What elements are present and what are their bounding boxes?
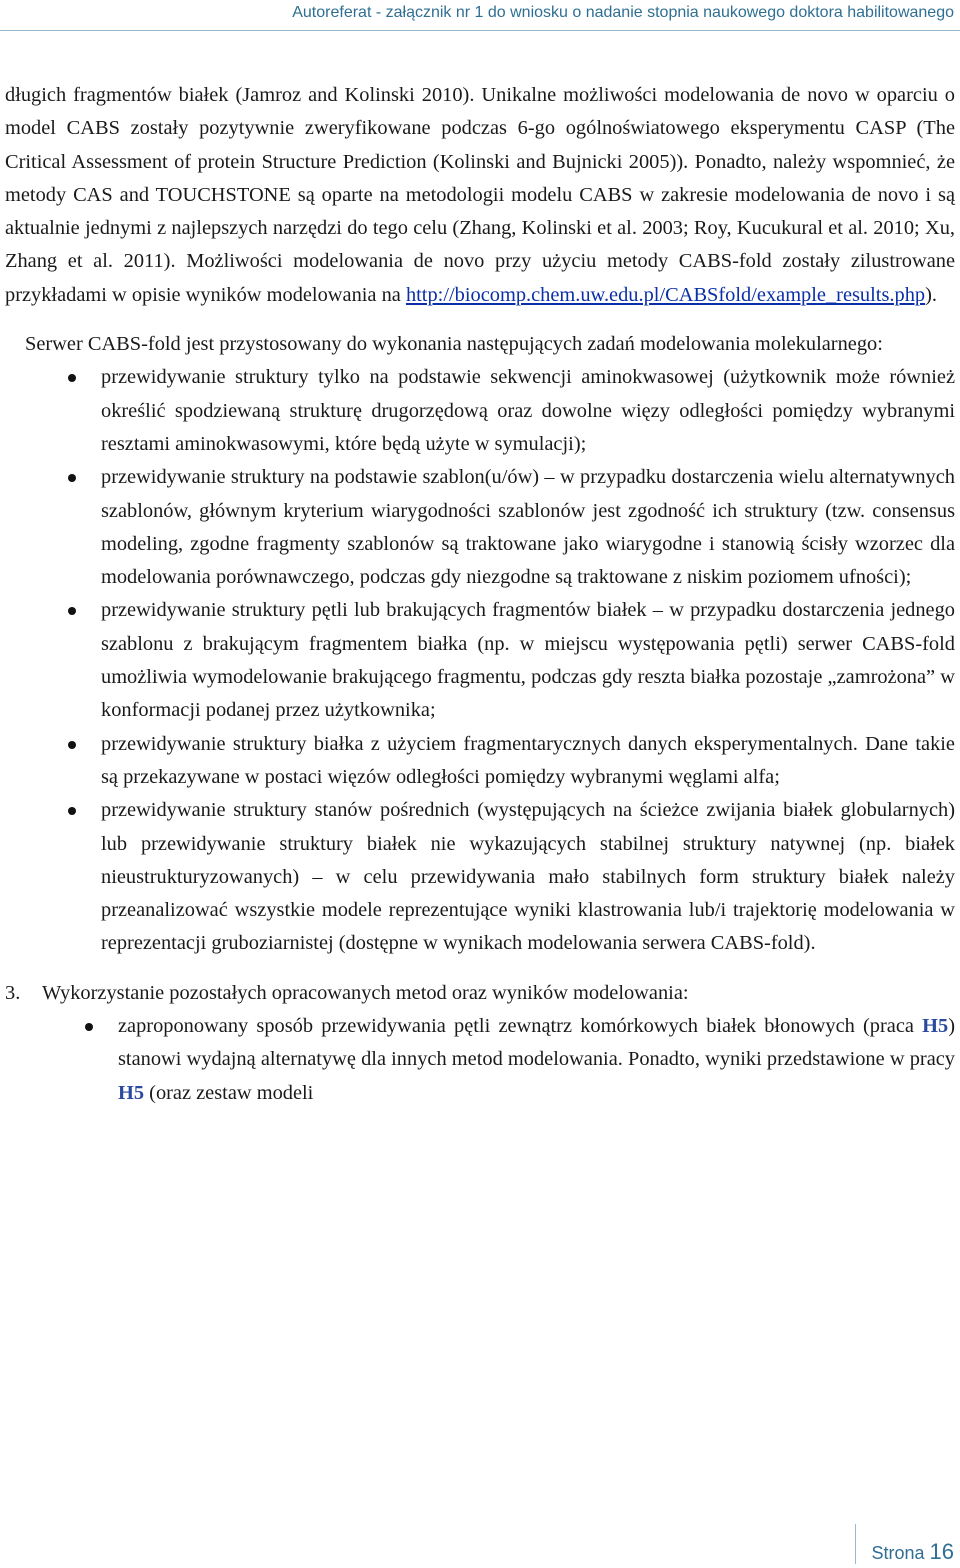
section-3 <box>5 977 955 1110</box>
paragraph-intro-text: długich fragmentów białek (Jamroz and Kolinski 2010). Unikalne możliwości modelowania de novo w oparciu o model CABS zostały pozytywnie zweryfikowane podczas 6-go ogólnoświatowego eksperymentu CASP (The Critical Assessment of protein Structure Prediction (Kolinski and Bujnicki 2005)). Ponadto, należy wspomnieć, że metody CAS and TOUCHSTONE są oparte na metodologii modelu CABS w zakresie modelowania de novo i są aktualnie jednymi z najlepszych narzędzi do tego celu (Zhang, Kolinski et al. 2003; Roy, Kucukural et al. 2010; Xu, Zhang et al. 2011). Możliwości modelowania de novo przy użyciu metody CABS-fold zostały zilustrowane przykładami w opisie wyników modelowania na <box>5 84 955 306</box>
page-footer <box>871 1538 954 1567</box>
paragraph-intro-end: ). <box>925 283 937 306</box>
header-divider <box>0 30 960 31</box>
section-3-list <box>5 1010 955 1110</box>
list-item-text: przewidywanie struktury tylko na podstawie sekwencji aminokwasowej (użytkownik może również określić spodziewaną strukturę drugorzędową oraz dowolne więzy odległości pomiędzy wybranymi resztami aminokwasowymi, które będą użyte w symulacji); <box>101 366 955 455</box>
header-title: Autoreferat - załącznik nr 1 do wniosku o nadanie stopnia naukowego doktora habilitowanego <box>292 4 954 21</box>
list-item <box>5 794 955 960</box>
bullet-icon <box>68 607 76 615</box>
item-text-part-2: ) stanowi wydajną alternatywę dla innych metod modelowania. Ponadto, wyniki przedstawione w pracy <box>118 1015 955 1071</box>
document-body <box>5 79 955 1110</box>
list-item-text: przewidywanie struktury stanów pośrednich (występujących na ścieżce zwijania białek globularnych) lub przewidywanie struktury białek nie wykazujących stabilnej struktury natywnej (np. białek nieustrukturyzowanych) – w celu przewidywania mało stabilnych form struktury białek należy przeanalizować wszystkie modele reprezentujące wyniki klastrowania lub/i trajektorię modelowania w reprezentacji gruboziarnistej (dostępne w wynikach modelowania serwera CABS-fold). <box>101 799 955 955</box>
paper-ref-h5: H5 <box>922 1015 949 1038</box>
bullet-icon <box>85 1023 93 1031</box>
section-heading <box>5 977 955 1010</box>
paragraph-server-tasks <box>5 328 955 361</box>
item-text-part-3: (oraz zestaw modeli <box>144 1081 314 1104</box>
item-text-part-1: zaproponowany sposób przewidywania pętli zewnątrz komórkowych białek błonowych (praca <box>118 1015 923 1038</box>
paragraph-intro <box>5 79 955 312</box>
bullet-icon <box>68 741 76 749</box>
list-item <box>5 594 955 727</box>
paragraph-server-tasks-text: Serwer CABS-fold jest przystosowany do wykonania następujących zadań modelowania molekularnego: <box>25 333 883 356</box>
task-list <box>5 361 955 960</box>
running-header <box>0 0 960 30</box>
bullet-icon <box>68 807 76 815</box>
bullet-icon <box>68 474 76 482</box>
list-item-text: przewidywanie struktury pętli lub brakujących fragmentów białek – w przypadku dostarczenia jednego szablonu z brakującym fragmentem białka (np. w miejscu występowania pętli) serwer CABS-fold umożliwia wymodelowanie brakującego fragmentu, podczas gdy reszta białka pozostaje „zamrożona” w konformacji podanej przez użytkownika; <box>101 599 955 722</box>
list-item <box>5 728 955 795</box>
example-results-link[interactable]: http://biocomp.chem.uw.edu.pl/CABSfold/example_results.php <box>405 283 926 306</box>
bullet-icon <box>68 374 76 382</box>
list-item <box>5 1010 955 1110</box>
section-title: Wykorzystanie pozostałych opracowanych metod oraz wyników modelowania: <box>42 981 689 1004</box>
list-item-text: przewidywanie struktury białka z użyciem fragmentarycznych danych eksperymentalnych. Dane takie są przekazywane w postaci więzów odległości pomiędzy wybranymi węglami alfa; <box>101 732 955 788</box>
list-item-text: przewidywanie struktury na podstawie szablon(u/ów) – w przypadku dostarczenia wielu alternatywnych szablonów, głównym kryterium wiarygodności szablonów jest zgodność ich struktury (tzw. consensus modeling, zgodne fragmenty szablonów są traktowane jako wiarygodne i stanowią ścisły wzorzec dla modelowania porównawczego, podczas gdy niezgodne są traktowane z niskim poziomem ufności); <box>101 466 955 589</box>
footer-divider <box>855 1524 856 1564</box>
list-item <box>5 361 955 461</box>
paper-ref-h5: H5 <box>118 1081 145 1104</box>
footer-label: Strona <box>871 1543 925 1563</box>
list-item <box>5 461 955 594</box>
section-number: 3. <box>5 981 21 1004</box>
page-number: 16 <box>929 1539 954 1564</box>
